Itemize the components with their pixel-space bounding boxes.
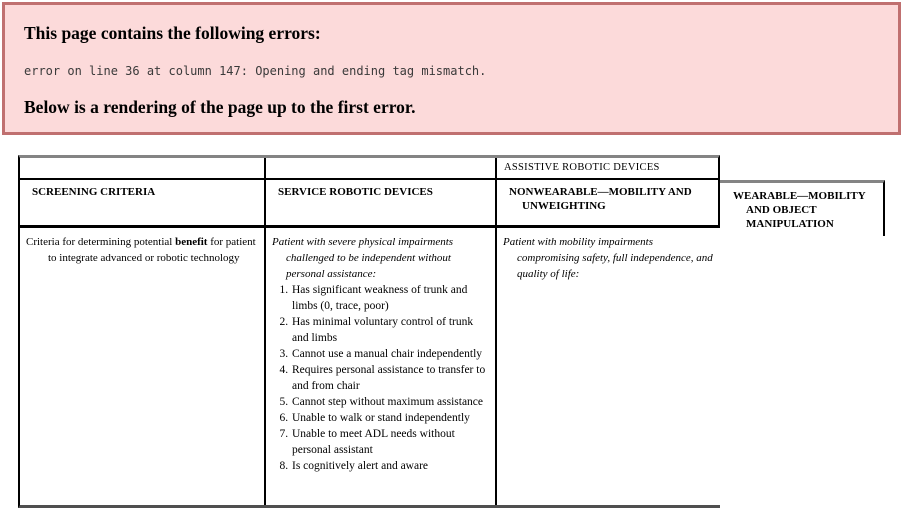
criteria-item: 1. Has significant weakness of trunk and limbs (0, trace, poor) — [291, 282, 491, 314]
error-detail: error on line 36 at column 147: Opening and ending tag mismatch. — [24, 64, 487, 78]
table-body-row — [18, 228, 720, 508]
body-cell-screening-criteria — [20, 228, 266, 505]
column-header-label: WEARABLE—MOBILITY AND OBJECT MANIPULATION — [733, 190, 866, 230]
error-title: This page contains the following errors: — [24, 23, 321, 43]
service-criteria-list — [272, 282, 491, 474]
column-header-label: SERVICE ROBOTIC DEVICES — [278, 186, 433, 198]
criteria-item: 5. Cannot step without maximum assistance — [291, 394, 491, 410]
body-cell-service-robotic-devices — [266, 228, 497, 505]
group-header-cell: ASSISTIVE ROBOTIC DEVICES — [504, 162, 660, 173]
criteria-item: 8. Is cognitively alert and aware — [291, 458, 491, 474]
table-column-header-row — [18, 180, 720, 228]
column-header-service-robotic-devices — [266, 180, 497, 225]
column-header-label: SCREENING CRITERIA — [32, 186, 156, 198]
error-note: Below is a rendering of the page up to the first error. — [24, 97, 416, 117]
screening-text-after: for patient to integrate advanced or robotic technology — [48, 236, 256, 264]
group-header-cell-empty-1 — [20, 158, 266, 178]
nonwearable-intro-text: Patient with mobility impairments compromising safety, full independence, and quality of life: — [503, 236, 713, 280]
criteria-item: 2. Has minimal voluntary control of trunk and limbs — [291, 314, 491, 346]
criteria-item: 7. Unable to meet ADL needs without personal assistant — [291, 426, 491, 458]
criteria-item: 6. Unable to walk or stand independently — [291, 410, 491, 426]
column-header-nonwearable — [497, 180, 718, 225]
criteria-item: 3. Cannot use a manual chair independently — [291, 346, 491, 362]
body-cell-nonwearable — [497, 228, 720, 505]
error-banner — [2, 2, 901, 135]
service-intro-text: Patient with severe physical impairments challenged to be independent without personal assistance: — [272, 236, 454, 280]
table-group-header-row — [18, 155, 720, 180]
screening-criteria-text — [24, 234, 260, 266]
column-header-wearable — [720, 180, 885, 236]
screening-text-before: Criteria for determining potential — [26, 236, 176, 248]
group-header-cell-empty-2 — [266, 158, 497, 178]
column-header-screening-criteria — [20, 180, 266, 225]
column-header-label: NONWEARABLE—MOBILITY AND UNWEIGHTING — [509, 186, 692, 212]
criteria-item: 4. Requires personal assistance to transfer to and from chair — [291, 362, 491, 394]
screening-text-bold: benefit — [175, 236, 208, 248]
